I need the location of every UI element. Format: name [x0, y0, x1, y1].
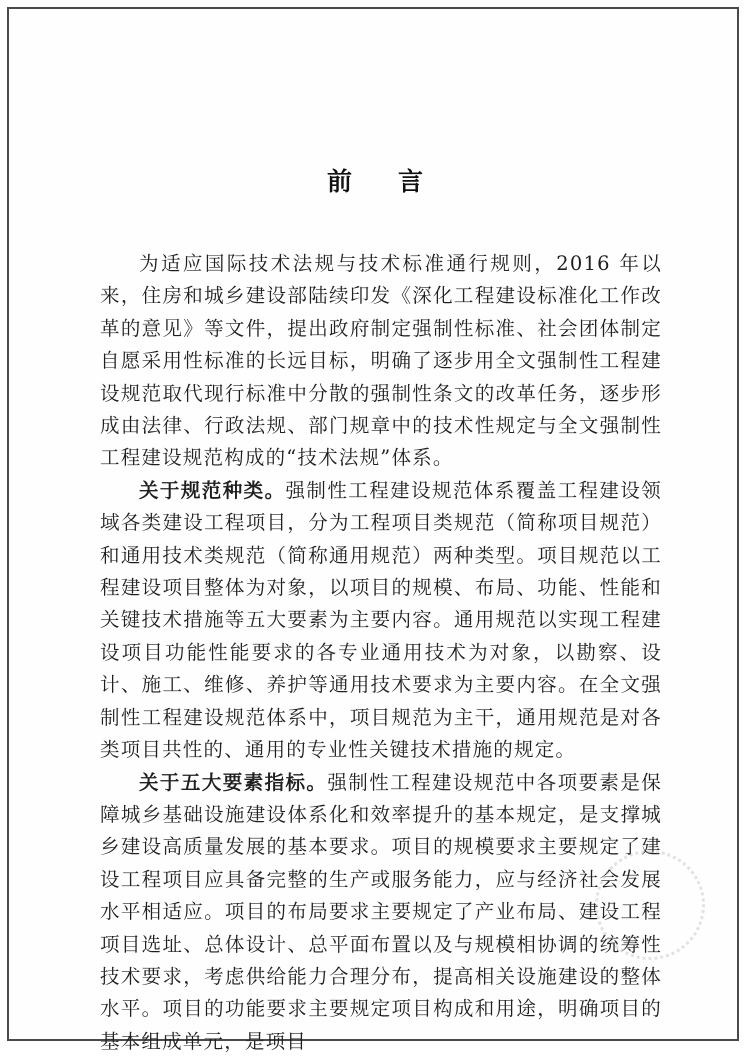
- paragraph-text: 强制性工程建设规范体系覆盖工程建设领域各类建设工程项目，分为工程项目类规范（简称项目规范）和通用技术类规范（简称通用规范）两种类型。项目规范以工程建设项目整体为对象，以项目的规模、布局、功能、性能和关键技术措施等五大要素为主要内容。通用规范以实现工程建设项目功能性能要求的各专业通用技术为对象，以勘察、设计、施工、维修、养护等通用技术要求为主要内容。在全文强制性工程建设规范体系中，项目规范为主干，通用规范是对各类项目共性的、通用的专业性关键技术措施的规定。: [100, 479, 662, 761]
- paragraph-lead: 关于五大要素指标。: [139, 771, 327, 794]
- body-text: [100, 248, 662, 1058]
- paragraph-lead: 关于规范种类。: [139, 479, 286, 502]
- paragraph-text: 为适应国际技术法规与技术标准通行规则，2016 年以来，住房和城乡建设部陆续印发《深化工程建设标准化工作改革的意见》等文件，提出政府制定强制性标准、社会团体制定自愿采用性标准的长远目标，明确了逐步用全文强制性工程建设规范取代现行标准中分散的强制性条文的改革任务，逐步形成由法律、行政法规、部门规章中的技术性规定与全文强制性工程建设规范构成的“技术法规”体系。: [100, 252, 662, 469]
- paragraph-1: [100, 248, 662, 475]
- faded-stamp: [595, 850, 705, 960]
- paragraph-2: [100, 475, 662, 767]
- paragraph-text: 强制性工程建设规范中各项要素是保障城乡基础设施建设体系化和效率提升的基本规定，是支撑城乡建设高质量发展的基本要求。项目的规模要求主要规定了建设工程项目应具备完整的生产或服务能力，应与经济社会发展水平相适应。项目的布局要求主要规定了产业布局、建设工程项目选址、总体设计、总平面布置以及与规模相协调的统筹性技术要求，考虑供给能力合理分布，提高相关设施建设的整体水平。项目的功能要求主要规定项目构成和用途，明确项目的基本组成单元，是项目: [100, 771, 662, 1053]
- page-title: 前言: [0, 162, 750, 198]
- paragraph-3: [100, 767, 662, 1058]
